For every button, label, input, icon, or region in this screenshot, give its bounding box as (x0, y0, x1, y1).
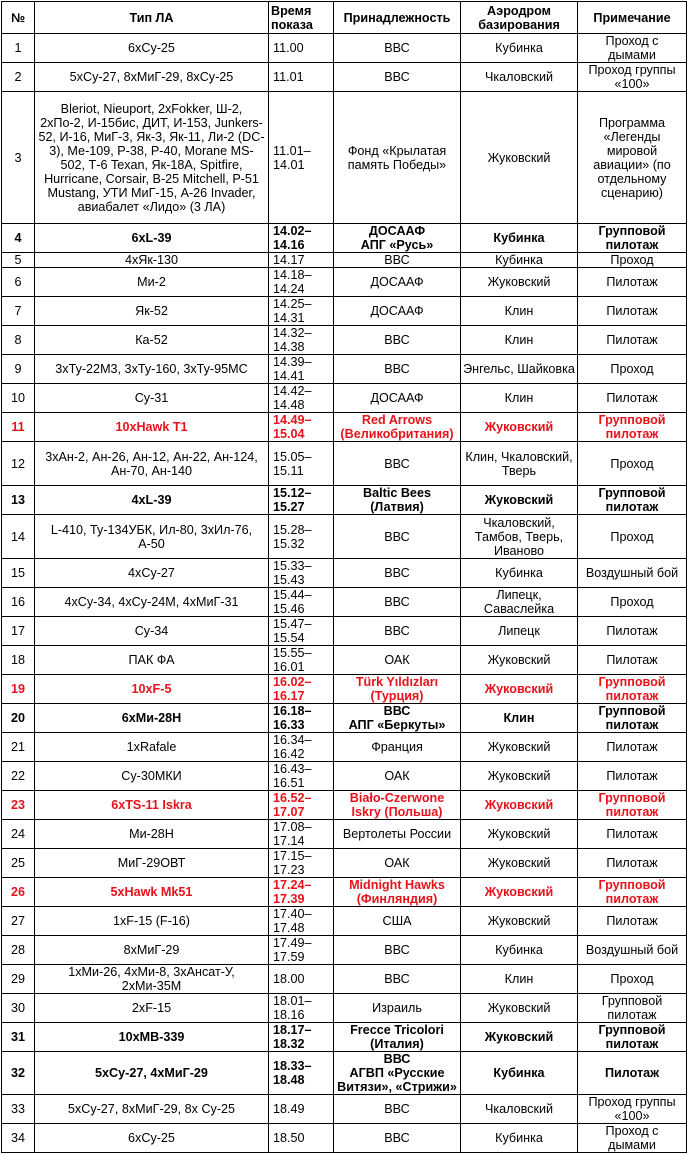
aircraft-type-cell: 6хСу-25 (35, 34, 269, 63)
base-airfield-cell: Энгельс, Шайковка (461, 355, 578, 384)
aircraft-type-cell: 10хF-5 (35, 675, 269, 704)
base-airfield-cell: Жуковский (461, 733, 578, 762)
table-row (2, 1052, 687, 1095)
base-airfield-cell: Жуковский (461, 994, 578, 1023)
base-airfield-cell: Кубинка (461, 559, 578, 588)
base-airfield-cell: Клин (461, 384, 578, 413)
table-row (2, 1124, 687, 1153)
note-cell: Проход (578, 253, 687, 268)
base-airfield-cell: Жуковский (461, 1023, 578, 1052)
owner-cell: ОАК (334, 849, 461, 878)
note-cell: Групповой пилотаж (578, 791, 687, 820)
table-row (2, 253, 687, 268)
aircraft-type-cell: МиГ-29ОВТ (35, 849, 269, 878)
row-number-cell: 15 (2, 559, 35, 588)
show-time-cell: 11.00 (269, 34, 334, 63)
table-row (2, 994, 687, 1023)
show-time-cell: 18.17–18.32 (269, 1023, 334, 1052)
note-cell: Программа «Легенды мировой авиации» (по отдельному сценарию) (578, 92, 687, 224)
show-time-cell: 15.47–15.54 (269, 617, 334, 646)
aircraft-type-cell: 4хL-39 (35, 486, 269, 515)
col-header-number: № (2, 2, 35, 34)
aircraft-type-cell: 5хСу-27, 8хМиГ-29, 8х Су-25 (35, 1095, 269, 1124)
owner-cell: Red Arrows (Великобритания) (334, 413, 461, 442)
row-number-cell: 10 (2, 384, 35, 413)
owner-cell: ВВС (334, 965, 461, 994)
row-number-cell: 4 (2, 224, 35, 253)
row-number-cell: 24 (2, 820, 35, 849)
base-airfield-cell: Жуковский (461, 92, 578, 224)
note-cell: Пилотаж (578, 617, 687, 646)
note-cell: Пилотаж (578, 646, 687, 675)
owner-cell: ВВС (334, 1124, 461, 1153)
owner-cell: ВВС (334, 326, 461, 355)
note-cell: Пилотаж (578, 733, 687, 762)
row-number-cell: 13 (2, 486, 35, 515)
aircraft-type-cell: 4хСу-27 (35, 559, 269, 588)
row-number-cell: 34 (2, 1124, 35, 1153)
base-airfield-cell: Жуковский (461, 762, 578, 791)
owner-cell: ВВС (334, 559, 461, 588)
aircraft-type-cell: 4хСу-34, 4хСу-24М, 4хМиГ-31 (35, 588, 269, 617)
note-cell: Групповой пилотаж (578, 486, 687, 515)
row-number-cell: 21 (2, 733, 35, 762)
note-cell: Проход (578, 515, 687, 559)
owner-cell: Baltic Bees (Латвия) (334, 486, 461, 515)
owner-cell: США (334, 907, 461, 936)
note-cell: Групповой пилотаж (578, 675, 687, 704)
show-time-cell: 15.44–15.46 (269, 588, 334, 617)
table-row (2, 326, 687, 355)
table-row (2, 224, 687, 253)
note-cell: Воздушный бой (578, 559, 687, 588)
row-number-cell: 1 (2, 34, 35, 63)
base-airfield-cell: Кубинка (461, 34, 578, 63)
row-number-cell: 8 (2, 326, 35, 355)
base-airfield-cell: Жуковский (461, 820, 578, 849)
aircraft-type-cell: 2хF-15 (35, 994, 269, 1023)
show-time-cell: 16.34–16.42 (269, 733, 334, 762)
base-airfield-cell: Кубинка (461, 253, 578, 268)
owner-cell: Фонд «Крылатая память Победы» (334, 92, 461, 224)
owner-cell: ВВС АГВП «Русские Витязи», «Стрижи» (334, 1052, 461, 1095)
owner-cell: Вертолеты России (334, 820, 461, 849)
show-time-cell: 15.05–15.11 (269, 442, 334, 486)
table-row (2, 355, 687, 384)
table-row (2, 762, 687, 791)
table-row (2, 559, 687, 588)
show-time-cell: 16.43–16.51 (269, 762, 334, 791)
table-row (2, 413, 687, 442)
row-number-cell: 14 (2, 515, 35, 559)
row-number-cell: 32 (2, 1052, 35, 1095)
table-row (2, 965, 687, 994)
owner-cell: ВВС (334, 253, 461, 268)
table-row (2, 297, 687, 326)
show-time-cell: 18.01–18.16 (269, 994, 334, 1023)
base-airfield-cell: Жуковский (461, 646, 578, 675)
note-cell: Пилотаж (578, 820, 687, 849)
airshow-schedule-table (1, 1, 687, 1153)
table-row (2, 704, 687, 733)
base-airfield-cell: Кубинка (461, 1052, 578, 1095)
row-number-cell: 19 (2, 675, 35, 704)
base-airfield-cell: Липецк (461, 617, 578, 646)
table-row (2, 646, 687, 675)
show-time-cell: 14.42–14.48 (269, 384, 334, 413)
show-time-cell: 14.49–15.04 (269, 413, 334, 442)
row-number-cell: 30 (2, 994, 35, 1023)
note-cell: Групповой пилотаж (578, 224, 687, 253)
aircraft-type-cell: 1хМи-26, 4хМи-8, 3хАнсат-У, 2хМи-35М (35, 965, 269, 994)
aircraft-type-cell: Су-34 (35, 617, 269, 646)
owner-cell: ВВС (334, 355, 461, 384)
owner-cell: ДОСААФ (334, 384, 461, 413)
aircraft-type-cell: 5хСу-27, 4хМиГ-29 (35, 1052, 269, 1095)
table-row (2, 515, 687, 559)
row-number-cell: 25 (2, 849, 35, 878)
row-number-cell: 9 (2, 355, 35, 384)
owner-cell: ВВС (334, 936, 461, 965)
note-cell: Проход с дымами (578, 1124, 687, 1153)
owner-cell: ДОСААФ (334, 268, 461, 297)
table-row (2, 791, 687, 820)
row-number-cell: 22 (2, 762, 35, 791)
aircraft-type-cell: 6хМи-28Н (35, 704, 269, 733)
show-time-cell: 14.32–14.38 (269, 326, 334, 355)
note-cell: Проход группы «100» (578, 63, 687, 92)
note-cell: Проход с дымами (578, 34, 687, 63)
base-airfield-cell: Жуковский (461, 907, 578, 936)
base-airfield-cell: Жуковский (461, 486, 578, 515)
owner-cell: ОАК (334, 646, 461, 675)
show-time-cell: 15.33–15.43 (269, 559, 334, 588)
base-airfield-cell: Чкаловский (461, 1095, 578, 1124)
aircraft-type-cell: Ка-52 (35, 326, 269, 355)
note-cell: Пилотаж (578, 268, 687, 297)
show-time-cell: 16.18–16.33 (269, 704, 334, 733)
note-cell: Групповой пилотаж (578, 413, 687, 442)
note-cell: Пилотаж (578, 1052, 687, 1095)
row-number-cell: 26 (2, 878, 35, 907)
aircraft-type-cell: Ми-28Н (35, 820, 269, 849)
table-row (2, 675, 687, 704)
show-time-cell: 14.02–14.16 (269, 224, 334, 253)
table-row (2, 907, 687, 936)
aircraft-type-cell: 6хСу-25 (35, 1124, 269, 1153)
row-number-cell: 17 (2, 617, 35, 646)
base-airfield-cell: Жуковский (461, 791, 578, 820)
show-time-cell: 17.49–17.59 (269, 936, 334, 965)
aircraft-type-cell: 10хHawk T1 (35, 413, 269, 442)
show-time-cell: 16.52–17.07 (269, 791, 334, 820)
note-cell: Групповой пилотаж (578, 704, 687, 733)
note-cell: Пилотаж (578, 849, 687, 878)
base-airfield-cell: Клин (461, 965, 578, 994)
owner-cell: ВВС АПГ «Беркуты» (334, 704, 461, 733)
row-number-cell: 31 (2, 1023, 35, 1052)
show-time-cell: 17.15–17.23 (269, 849, 334, 878)
table-row (2, 878, 687, 907)
owner-cell: ВВС (334, 1095, 461, 1124)
row-number-cell: 7 (2, 297, 35, 326)
aircraft-type-cell: L-410, Ту-134УБК, Ил-80, 3хИл-76, А-50 (35, 515, 269, 559)
note-cell: Пилотаж (578, 762, 687, 791)
table-row (2, 486, 687, 515)
show-time-cell: 16.02–16.17 (269, 675, 334, 704)
show-time-cell: 18.00 (269, 965, 334, 994)
show-time-cell: 18.49 (269, 1095, 334, 1124)
col-header-show-time: Время показа (269, 2, 334, 34)
row-number-cell: 20 (2, 704, 35, 733)
show-time-cell: 18.50 (269, 1124, 334, 1153)
col-header-owner: Принадлежность (334, 2, 461, 34)
owner-cell: ВВС (334, 617, 461, 646)
row-number-cell: 29 (2, 965, 35, 994)
aircraft-type-cell: 5хHawk Mk51 (35, 878, 269, 907)
col-header-base-airfield: Аэродром базирования (461, 2, 578, 34)
aircraft-type-cell: Bleriot, Nieuport, 2хFokker, Ш-2, 2хПо-2, И-15бис, ДИТ, И-153, Junkers-52, И-16, МиГ-3, Як-3, Як-11, Ли-2 (DC-3), Ме-109, Р-38, Р-40, Morane MS-502, Т-6 Texan, Як-18А, Spitfire, Hurricane, Corsair, В-25 Mitchell, Р-51 Mustang, УТИ МиГ-15, А-26 Invader, авиабалет «Лидо» (3 ЛА) (35, 92, 269, 224)
owner-cell: Türk Yıldızları (Турция) (334, 675, 461, 704)
aircraft-type-cell: Су-30МКИ (35, 762, 269, 791)
base-airfield-cell: Жуковский (461, 878, 578, 907)
owner-cell: ДОСААФ АПГ «Русь» (334, 224, 461, 253)
note-cell: Проход (578, 355, 687, 384)
table-row (2, 820, 687, 849)
aircraft-type-cell: 4хЯк-130 (35, 253, 269, 268)
aircraft-type-cell: 6хTS-11 Iskra (35, 791, 269, 820)
owner-cell: Midnight Hawks (Финляндия) (334, 878, 461, 907)
show-time-cell: 11.01–14.01 (269, 92, 334, 224)
show-time-cell: 11.01 (269, 63, 334, 92)
show-time-cell: 18.33–18.48 (269, 1052, 334, 1095)
table-row (2, 849, 687, 878)
base-airfield-cell: Жуковский (461, 268, 578, 297)
row-number-cell: 16 (2, 588, 35, 617)
table-row (2, 617, 687, 646)
owner-cell: Франция (334, 733, 461, 762)
table-row (2, 1023, 687, 1052)
base-airfield-cell: Липецк, Саваслейка (461, 588, 578, 617)
owner-cell: ВВС (334, 588, 461, 617)
col-header-note: Примечание (578, 2, 687, 34)
note-cell: Проход (578, 965, 687, 994)
show-time-cell: 17.40–17.48 (269, 907, 334, 936)
note-cell: Пилотаж (578, 297, 687, 326)
table-row (2, 92, 687, 224)
row-number-cell: 2 (2, 63, 35, 92)
owner-cell: ДОСААФ (334, 297, 461, 326)
show-time-cell: 14.17 (269, 253, 334, 268)
row-number-cell: 6 (2, 268, 35, 297)
owner-cell: ОАК (334, 762, 461, 791)
base-airfield-cell: Кубинка (461, 936, 578, 965)
row-number-cell: 11 (2, 413, 35, 442)
aircraft-type-cell: Су-31 (35, 384, 269, 413)
base-airfield-cell: Клин (461, 704, 578, 733)
table-row (2, 442, 687, 486)
show-time-cell: 15.12–15.27 (269, 486, 334, 515)
owner-cell: Frecce Tricolori (Италия) (334, 1023, 461, 1052)
owner-cell: Biało-Czerwone Iskry (Польша) (334, 791, 461, 820)
aircraft-type-cell: 1хRafale (35, 733, 269, 762)
owner-cell: Израиль (334, 994, 461, 1023)
owner-cell: ВВС (334, 442, 461, 486)
show-time-cell: 17.24–17.39 (269, 878, 334, 907)
aircraft-type-cell: 6хL-39 (35, 224, 269, 253)
header-row (2, 2, 687, 34)
col-header-aircraft-type: Тип ЛА (35, 2, 269, 34)
table-row (2, 1095, 687, 1124)
note-cell: Пилотаж (578, 326, 687, 355)
row-number-cell: 33 (2, 1095, 35, 1124)
note-cell: Проход (578, 442, 687, 486)
aircraft-type-cell: 1хF-15 (F-16) (35, 907, 269, 936)
row-number-cell: 27 (2, 907, 35, 936)
base-airfield-cell: Клин (461, 297, 578, 326)
row-number-cell: 3 (2, 92, 35, 224)
row-number-cell: 18 (2, 646, 35, 675)
note-cell: Групповой пилотаж (578, 1023, 687, 1052)
base-airfield-cell: Кубинка (461, 224, 578, 253)
table-row (2, 268, 687, 297)
base-airfield-cell: Жуковский (461, 849, 578, 878)
aircraft-type-cell: Ми-2 (35, 268, 269, 297)
aircraft-type-cell: Як-52 (35, 297, 269, 326)
base-airfield-cell: Кубинка (461, 1124, 578, 1153)
row-number-cell: 23 (2, 791, 35, 820)
aircraft-type-cell: 3хТу-22М3, 3хТу-160, 3хТу-95МС (35, 355, 269, 384)
aircraft-type-cell: 3хАн-2, Ан-26, Ан-12, Ан-22, Ан-124, Ан-70, Ан-140 (35, 442, 269, 486)
note-cell: Пилотаж (578, 907, 687, 936)
owner-cell: ВВС (334, 63, 461, 92)
show-time-cell: 14.39–14.41 (269, 355, 334, 384)
base-airfield-cell: Жуковский (461, 413, 578, 442)
note-cell: Воздушный бой (578, 936, 687, 965)
table-row (2, 588, 687, 617)
owner-cell: ВВС (334, 34, 461, 63)
note-cell: Проход (578, 588, 687, 617)
table-row (2, 34, 687, 63)
table-row (2, 63, 687, 92)
row-number-cell: 5 (2, 253, 35, 268)
show-time-cell: 15.28–15.32 (269, 515, 334, 559)
row-number-cell: 12 (2, 442, 35, 486)
show-time-cell: 17.08–17.14 (269, 820, 334, 849)
table-row (2, 936, 687, 965)
base-airfield-cell: Жуковский (461, 675, 578, 704)
show-time-cell: 14.25–14.31 (269, 297, 334, 326)
show-time-cell: 15.55–16.01 (269, 646, 334, 675)
show-time-cell: 14.18–14.24 (269, 268, 334, 297)
note-cell: Групповой пилотаж (578, 994, 687, 1023)
table-row (2, 733, 687, 762)
base-airfield-cell: Чкаловский, Тамбов, Тверь, Иваново (461, 515, 578, 559)
table-row (2, 384, 687, 413)
table-body (2, 34, 687, 1153)
aircraft-type-cell: 5хСу-27, 8хМиГ-29, 8хСу-25 (35, 63, 269, 92)
note-cell: Групповой пилотаж (578, 878, 687, 907)
row-number-cell: 28 (2, 936, 35, 965)
base-airfield-cell: Клин (461, 326, 578, 355)
aircraft-type-cell: ПАК ФА (35, 646, 269, 675)
note-cell: Пилотаж (578, 384, 687, 413)
owner-cell: ВВС (334, 515, 461, 559)
base-airfield-cell: Чкаловский (461, 63, 578, 92)
note-cell: Проход группы «100» (578, 1095, 687, 1124)
base-airfield-cell: Клин, Чкаловский, Тверь (461, 442, 578, 486)
aircraft-type-cell: 10хMB-339 (35, 1023, 269, 1052)
aircraft-type-cell: 8хМиГ-29 (35, 936, 269, 965)
